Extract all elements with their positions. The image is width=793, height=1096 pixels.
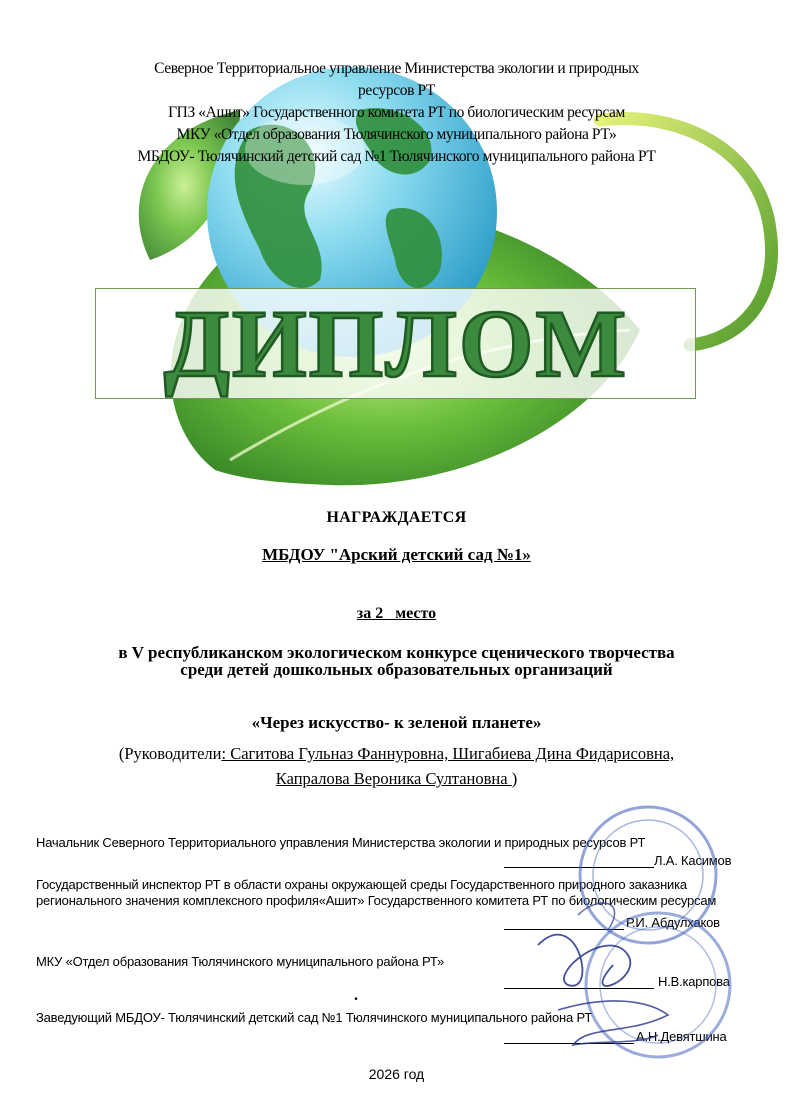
organization-line: ГПЗ «Ашит» Государственного комитета РТ по биологическим ресурсам (168, 104, 625, 121)
signatory-name: Р.И. Абдулхаков (626, 915, 720, 930)
organization-line: МКУ «Отдел образования Тюлячинского муниципального района РТ» (176, 126, 617, 143)
signatory-block (36, 877, 736, 930)
leaders-suffix: ) (511, 769, 518, 788)
organization-line: МБДОУ- Тюлячинский детский сад №1 Тюлячинского муниципального района РТ (137, 148, 656, 165)
signatory-position: Государственный инспектор РТ в области охраны окружающей среды Государственного природного заказника регионального значения комплексного профиля«Ашит» Государственного комитета РТ по биологическим ресурсам (36, 877, 717, 908)
signature-line (504, 867, 654, 868)
signatory-name: Н.В.карпова (658, 974, 730, 989)
place-line (0, 605, 793, 623)
signatory-block (36, 1010, 756, 1044)
contest-description: в V республиканском экологическом конкурсе сценического творчества среди детей дошкольных образовательных организаций (118, 643, 675, 679)
signatory-block (36, 835, 756, 868)
leaders-line (110, 741, 683, 791)
contest-slogan: «Через искусство- к зеленой планете» (251, 713, 542, 732)
diploma-title-graphic (96, 289, 695, 398)
signature-line (504, 988, 654, 989)
organization-line: ресурсов РТ (358, 82, 435, 99)
recipient-name: МБДОУ "Арский детский сад №1» (262, 545, 531, 564)
leaders-prefix: (Руководители (118, 744, 222, 763)
signature-line (504, 929, 624, 930)
diploma-title: ДИПЛОМ (163, 290, 629, 397)
signatory-position: МКУ «Отдел образования Тюлячинского муниципального района РТ» (36, 954, 445, 969)
signatory-name: Л.А. Касимов (654, 853, 732, 868)
place-suffix: место (387, 605, 437, 622)
signatory-position: Начальник Северного Территориального управления Министерства экологии и природных ресурсов РТ (36, 835, 646, 850)
organization-line: Северное Территориальное управление Министерства экологии и природных (154, 60, 639, 77)
diploma-title-box (95, 288, 696, 399)
awarded-label: НАГРАЖДАЕТСЯ (326, 509, 467, 526)
place-prefix: за (356, 605, 372, 622)
signatory-block (36, 954, 756, 989)
stray-dot: . (354, 987, 358, 1004)
leaders-names: : Сагитова Гульназ Фаннуровна, Шигабиева Дина Фидарисовна, Капралова Вероника Султановна (221, 744, 675, 788)
signatory-name: А.Н.Девятшина (636, 1029, 727, 1044)
place-number: 2 (371, 605, 388, 622)
year-label: 2026 год (368, 1066, 425, 1082)
signatory-position: Заведующий МБДОУ- Тюлячинский детский сад №1 Тюлячинского муниципального района РТ (36, 1010, 593, 1025)
signature-line (504, 1043, 634, 1044)
organizations-header (40, 58, 753, 168)
